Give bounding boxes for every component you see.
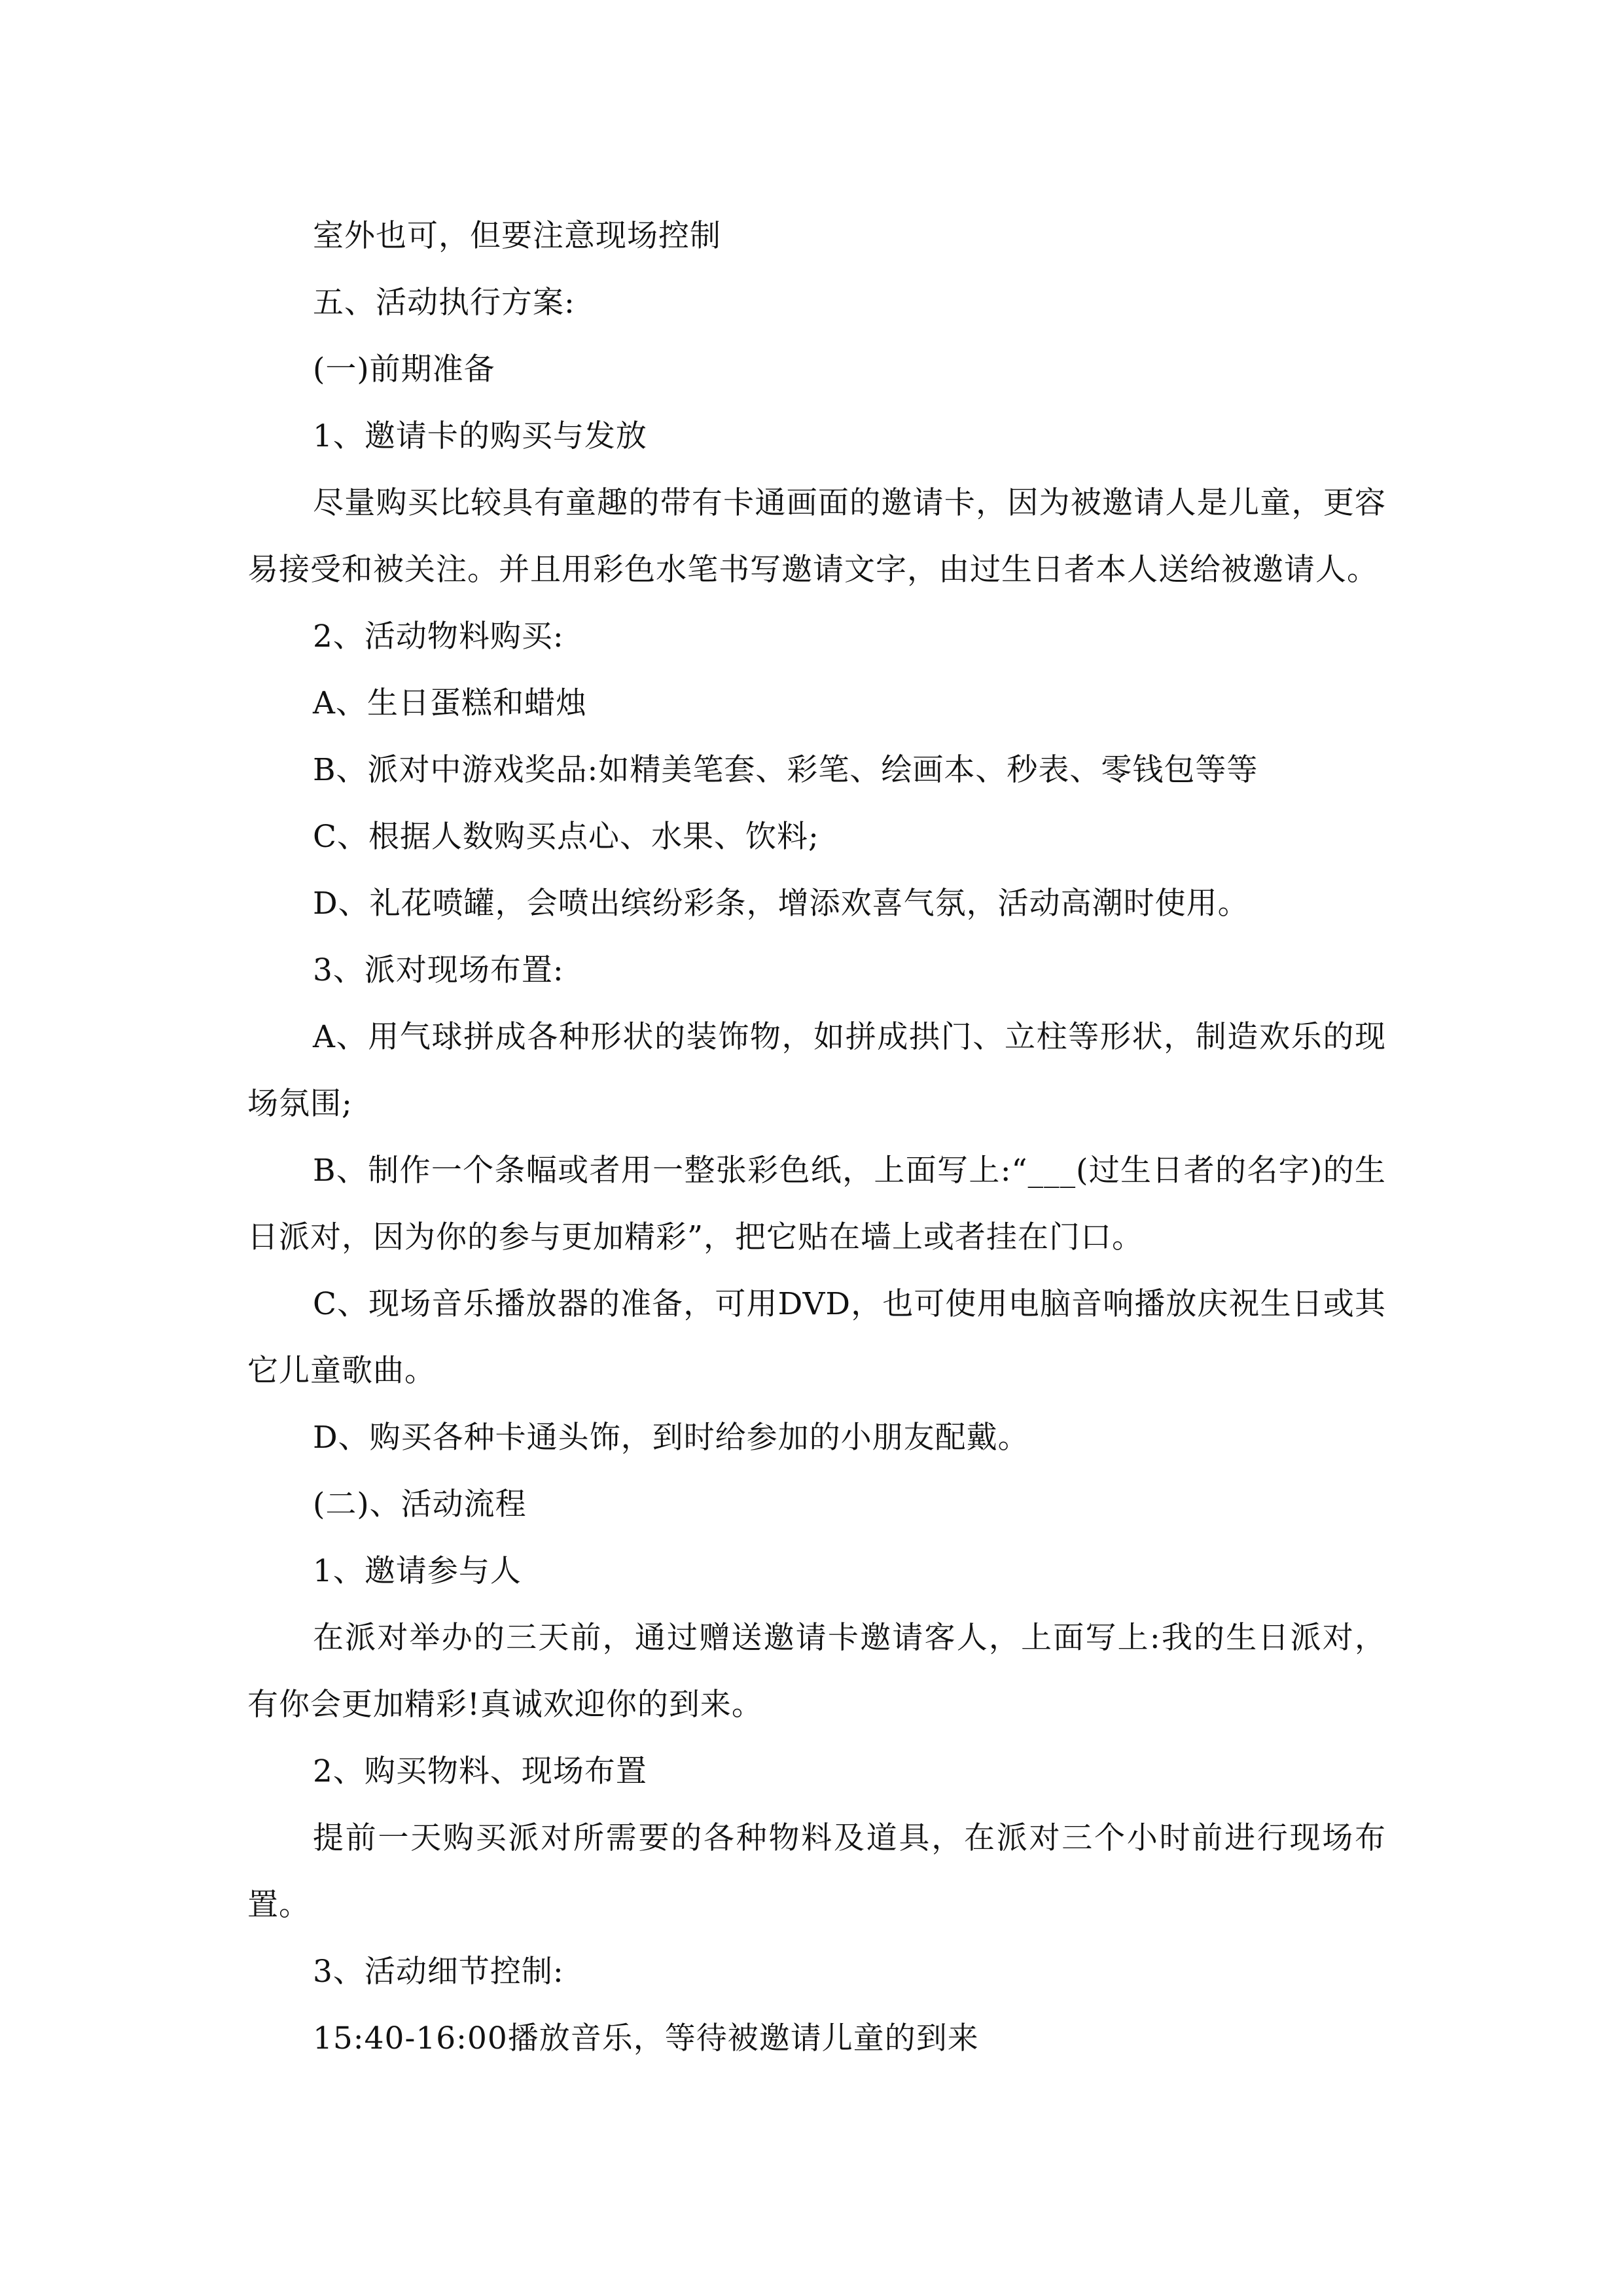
section-heading-execution-plan: 五、活动执行方案: <box>313 285 575 321</box>
subsection-heading-preparation: (一)前期准备 <box>313 351 495 387</box>
item-heading-invitation: 1、邀请卡的购买与发放 <box>313 418 647 454</box>
item-heading-venue-setup: 3、派对现场布置: <box>313 952 564 988</box>
paragraph-invite-detail: 在派对举办的三天前，通过赠送邀请卡邀请客人，上面写上:我的生日派对，有你会更加精彩!真诚欢迎你的到来。 <box>247 1620 1386 1723</box>
list-item-headwear: D、购买各种卡通头饰，到时给参加的小朋友配戴。 <box>313 1420 1029 1456</box>
list-item-prizes: B、派对中游戏奖品:如精美笔套、彩笔、绘画本、秒表、零钱包等等 <box>313 752 1258 788</box>
item-heading-invite-guests: 1、邀请参与人 <box>313 1553 522 1589</box>
list-item-snacks: C、根据人数购买点心、水果、饮料; <box>313 819 819 855</box>
list-item-cake: A、生日蛋糕和蜡烛 <box>313 685 587 721</box>
schedule-entry-first: 15:40-16:00播放音乐，等待被邀请儿童的到来 <box>313 2020 979 2056</box>
paragraph-outdoor-note: 室外也可，但要注意现场控制 <box>313 218 721 254</box>
item-heading-purchase-setup: 2、购买物料、现场布置 <box>313 1753 647 1789</box>
item-heading-materials: 2、活动物料购买: <box>313 619 564 655</box>
list-item-banner: B、制作一个条幅或者用一整张彩色纸，上面写上:“___(过生日者的名字)的生日派对，因为你的参与更加精彩”，把它贴在墙上或者挂在门口。 <box>247 1153 1386 1255</box>
list-item-balloons: A、用气球拼成各种形状的装饰物，如拼成拱门、立柱等形状，制造欢乐的现场氛围; <box>247 1019 1386 1122</box>
paragraph-invitation-detail: 尽量购买比较具有童趣的带有卡通画面的邀请卡，因为被邀请人是儿童，更容易接受和被关注。并且用彩色水笔书写邀请文字，由过生日者本人送给被邀请人。 <box>247 485 1386 588</box>
list-item-confetti: D、礼花喷罐，会喷出缤纷彩条，增添欢喜气氛，活动高潮时使用。 <box>313 886 1249 922</box>
subsection-heading-process: (二)、活动流程 <box>313 1486 527 1522</box>
document-body <box>247 203 1386 2072</box>
paragraph-purchase-detail: 提前一天购买派对所需要的各种物料及道具，在派对三个小时前进行现场布置。 <box>247 1820 1386 1923</box>
item-heading-detail-control: 3、活动细节控制: <box>313 1954 564 1990</box>
list-item-music: C、现场音乐播放器的准备，可用DVD，也可使用电脑音响播放庆祝生日或其它儿童歌曲。 <box>247 1286 1386 1389</box>
